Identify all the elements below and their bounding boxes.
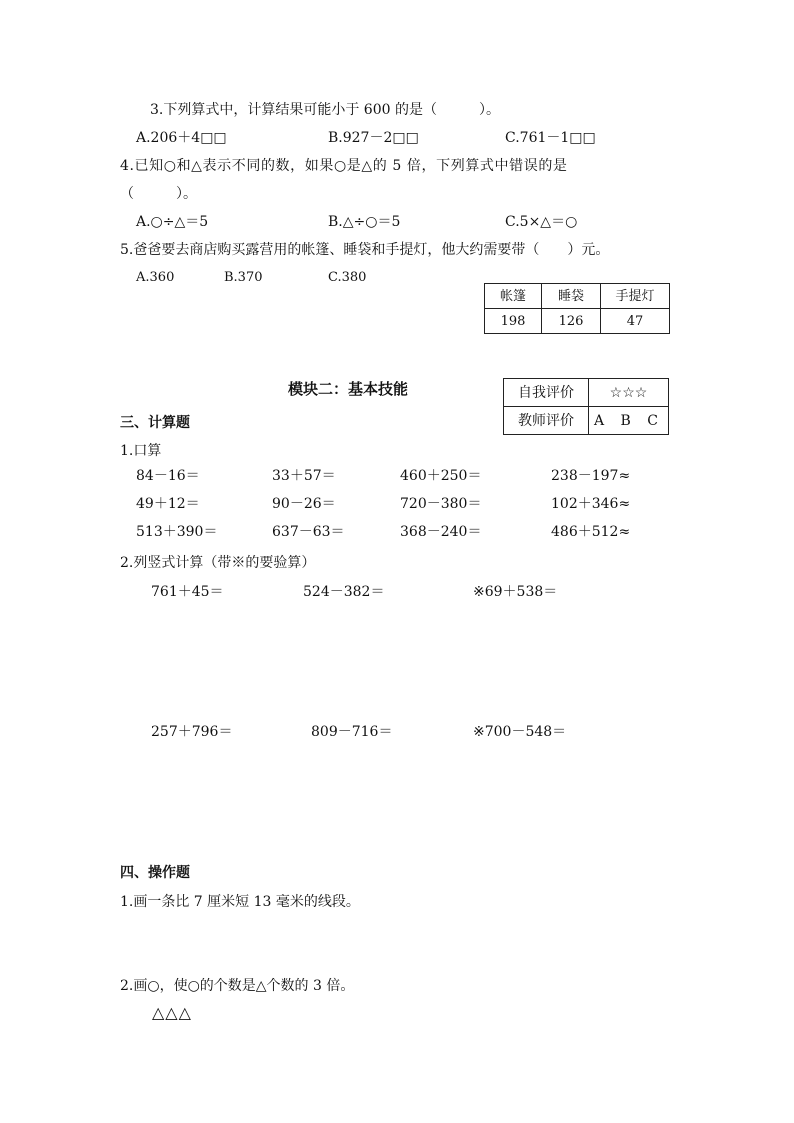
vertical-calc-label: 2.列竖式计算（带※的要验算） bbox=[120, 555, 316, 571]
question-4-option-b: B.△÷○＝5 bbox=[328, 214, 401, 230]
question-4-stem: 4.已知○和△表示不同的数，如果○是△的 5 倍，下列算式中错误的是 bbox=[120, 158, 568, 174]
question-3-option-b: B.927－2□□ bbox=[328, 130, 419, 146]
teacher-evaluation-row bbox=[504, 407, 669, 435]
question-4-option-a: A.○÷△＝5 bbox=[136, 214, 209, 230]
section-3-heading: 三、计算题 bbox=[120, 415, 190, 431]
question-3-option-c: C.761－1□□ bbox=[505, 130, 596, 146]
teacher-evaluation-label: 教师评价 bbox=[504, 407, 589, 435]
star-rating-icons: ☆☆☆ bbox=[589, 379, 669, 407]
vertical-calc-item: 809－716＝ bbox=[311, 724, 393, 740]
question-5-option-c: C.380 bbox=[328, 270, 367, 285]
section-4-heading: 四、操作题 bbox=[120, 865, 190, 881]
price-header-tent: 帐篷 bbox=[485, 284, 542, 309]
grade-options: A B C bbox=[589, 407, 669, 435]
price-table-header-row bbox=[485, 284, 670, 309]
operation-question-2: 2.画○，使○的个数是△个数的 3 倍。 bbox=[120, 978, 355, 994]
vertical-calc-item: 257＋796＝ bbox=[151, 724, 233, 740]
oral-calc-label: 1.口算 bbox=[120, 443, 162, 459]
price-value-sleeping-bag: 126 bbox=[542, 309, 601, 334]
question-3-option-a: A.206＋4□□ bbox=[136, 130, 227, 146]
oral-calc-item: 368－240＝ bbox=[400, 524, 482, 540]
question-5-option-b: B.370 bbox=[224, 270, 263, 285]
self-evaluation-label: 自我评价 bbox=[504, 379, 589, 407]
oral-calc-item: 720－380＝ bbox=[400, 496, 482, 512]
price-value-tent: 198 bbox=[485, 309, 542, 334]
vertical-calc-item: 524－382＝ bbox=[303, 584, 385, 600]
module-title: 模块二：基本技能 bbox=[288, 380, 409, 398]
oral-calc-item: 84－16＝ bbox=[136, 468, 200, 484]
triangle-shapes: △△△ bbox=[152, 1003, 192, 1022]
price-header-sleeping-bag: 睡袋 bbox=[542, 284, 601, 309]
oral-calc-item: 102＋346≈ bbox=[551, 496, 631, 512]
oral-calc-item: 637－63＝ bbox=[272, 524, 345, 540]
question-4-stem-continued: （ ）。 bbox=[120, 186, 197, 202]
oral-calc-item: 460＋250＝ bbox=[400, 468, 482, 484]
oral-calc-item: 238－197≈ bbox=[551, 468, 631, 484]
vertical-calc-item: ※69＋538＝ bbox=[473, 584, 558, 600]
question-5-stem: 5.爸爸要去商店购买露营用的帐篷、睡袋和手提灯，他大约需要带（ ）元。 bbox=[120, 242, 610, 258]
question-3-stem: 3.下列算式中，计算结果可能小于 600 的是（ ）。 bbox=[150, 102, 500, 118]
oral-calc-item: 513＋390＝ bbox=[136, 524, 218, 540]
price-value-lantern: 47 bbox=[601, 309, 670, 334]
evaluation-table bbox=[503, 378, 669, 435]
question-4-option-c: C.5×△＝○ bbox=[505, 214, 578, 230]
oral-calc-item: 486＋512≈ bbox=[551, 524, 631, 540]
price-header-lantern: 手提灯 bbox=[601, 284, 670, 309]
oral-calc-item: 49＋12＝ bbox=[136, 496, 200, 512]
operation-question-1: 1.画一条比 7 厘米短 13 毫米的线段。 bbox=[120, 894, 360, 910]
oral-calc-item: 33＋57＝ bbox=[272, 468, 336, 484]
vertical-calc-item: ※700－548＝ bbox=[473, 724, 567, 740]
vertical-calc-item: 761＋45＝ bbox=[151, 584, 224, 600]
price-table-value-row bbox=[485, 309, 670, 334]
question-5-option-a: A.360 bbox=[136, 270, 175, 285]
self-evaluation-row bbox=[504, 379, 669, 407]
price-table bbox=[484, 283, 670, 334]
oral-calc-item: 90－26＝ bbox=[272, 496, 336, 512]
